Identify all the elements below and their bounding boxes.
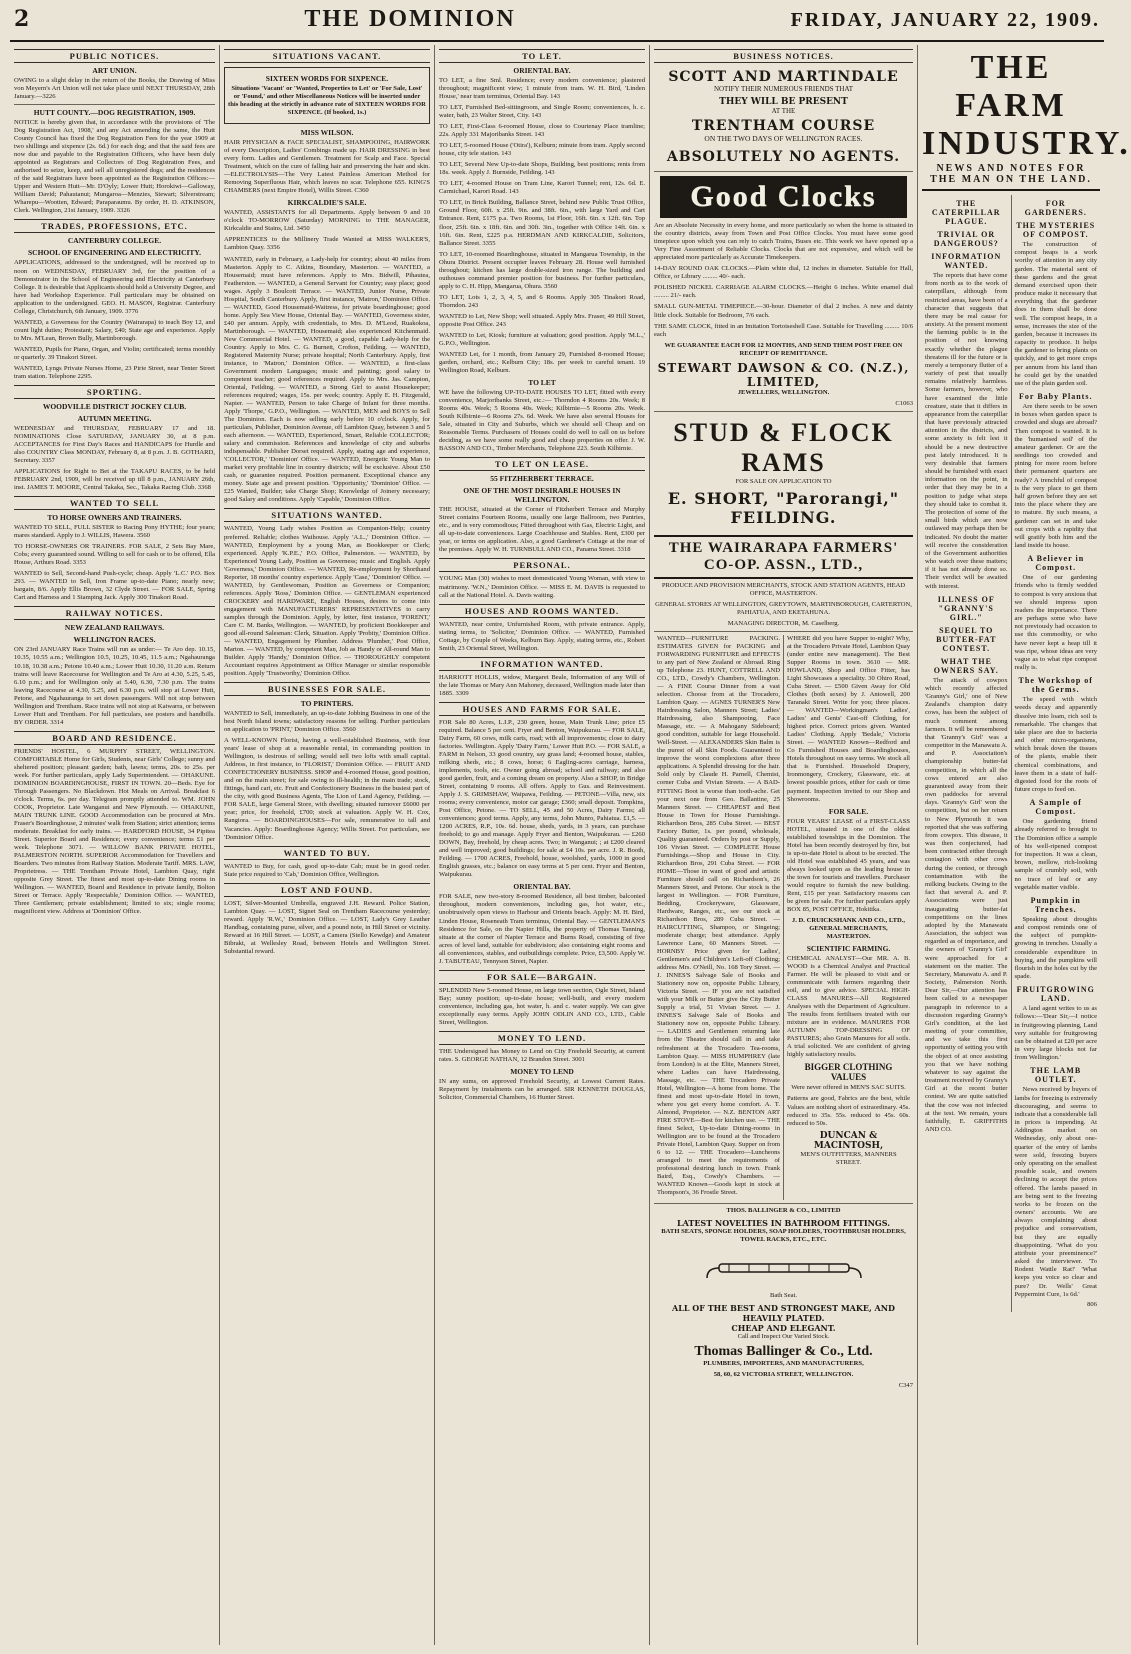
caterpillar-body: The reports that have come from north as to the work of caterpillars, although from restricted areas, have been of a character that suggests that there may be real cause for anxiety. At the present moment the farming public is in the position of not knowing exactly whether the plague threatens ill for the future or is merely a temporary flutter of a variety of pest that usually remains relatively harmless. Some farmers, however, who have examined the little creature, state that it differs in appearance from the caterpillar that have previously attracted attention in the districts, and some anxiety is felt lest it should be a new destructive pest lately introduced. It is very desirable that farmers should be furnished with exact information on the point, in order that they may be in a position to judge what steps they should take to combat it. The protection of some of the small birds which are now outlawed may perhaps then be indicated. No doubt the matter will receive the consideration of the Government authorities who watch over these matters; if it has not already done so. Their verdict will be awaited with interest. — [925, 272, 1008, 590]
ballinger-name: Thomas Ballinger & Co., Ltd. — [694, 1344, 873, 1360]
rates-title: SIXTEEN WORDS FOR SIXPENCE. — [265, 74, 389, 83]
sequel-head: SEQUEL TO BUTTER-FAT CONTEST. — [936, 625, 997, 653]
section-head-money: MONEY TO LEND. — [439, 1031, 645, 1045]
trentham-line: TRENTHAM COURSE — [691, 118, 876, 135]
stewart-dawson: STEWART DAWSON & CO. (N.Z.), LIMITED, — [657, 360, 910, 389]
to-let-ad-8: TO LET, 10-roomed Boardinghouse, situated in Mangarua Township, in the Ohura District. Present occupier leaves February 28. House well furnished throughout; kitchen has large double-sized iron range. The building and outhouses command premier position for business. For further particulars, apply to C. H. Hipp, Mangarua, Ohura. 3560 — [439, 250, 645, 290]
clock-item-4: THE SAME CLOCK, fitted in an Imitation Tortoiseshell Case. Suitable for Travelling ......... 10/6 each — [654, 322, 913, 338]
divider — [654, 1203, 913, 1204]
section-head-to-let: TO LET. — [439, 49, 645, 63]
section-head-farms: HOUSES AND FARMS FOR SALE. — [439, 702, 645, 716]
rooms-wanted-ads: WANTED, near centre, Unfurnished Room, with private entrance. Apply, stating terms, to 'Solicitor,' Dominion Office. — WANTED, Furnished Cottage, by Couple of Weeks, Kelburn Bay. Apply, stating terms, etc., Robert Smith, 23 Oriental Street, Wellington. — [439, 620, 645, 652]
to-let-ad-11: WANTED to Let, Kiosk; furniture at valuation; good position. Apply 'M.L.,' G.P.O., Wellington. — [439, 331, 645, 347]
call-inspect: Call and Inspect Our Varied Stock. — [737, 1333, 830, 1341]
railway-subtitle: WELLINGTON RACES. — [73, 635, 156, 645]
divider — [654, 411, 913, 412]
no-agents-line: ABSOLUTELY NO AGENTS. — [666, 149, 901, 166]
wanted-to-buy-ad: WANTED to Buy, for cash, good up-to-date Cab; must be in good order. State price required to 'Cab,' Dominion Office, Wellington. — [224, 862, 430, 878]
fitzherbert-title: 55 FITZHERBERT TERRACE. — [490, 474, 594, 484]
to-let-ad-9: TO LET, Lots 1, 2, 3, 4, 5, and 6 Rooms. Apply 305 Tinakori Road, Thorndon. 243 — [439, 293, 645, 309]
canterbury-title: CANTERBURY COLLEGE. — [67, 236, 162, 246]
nurses-ad: WANTED, Lyngs Private Nurses Home, 23 Pirie Street, near Tenter Street tram station. Telephone 2295. — [14, 364, 215, 380]
oriental-bay-title-2: ORIENTAL BAY. — [513, 882, 571, 892]
column-2 — [220, 45, 435, 1645]
wairarapa-subtitle: PRODUCE AND PROVISION MERCHANTS, STOCK AND STATION AGENTS, HEAD OFFICE, MASTERTON. — [661, 581, 906, 597]
column-3 — [435, 45, 650, 1645]
canterbury-ad: APPLICATIONS, addressed to the undersigned, will be received up to noon on WEDNESDAY, FEBRUARY 3rd, for the position of a Demonstrator in the School of Engineering and Electricity at Canterbury College. It is desirable that Applicants should hold a University Degree, and have had Workshop Experience. Full particulars may be obtained on application to the undersigned. GEO. H. MASON, Registrar. Canterbury College, Christchurch, 6th January, 1909. 3776 — [14, 259, 215, 315]
walker-ad: APPRENTICES to the Millinery Trade Wanted at MISS WALKER'S, Lambton Quay. 3356 — [224, 236, 430, 252]
wairarapa-heading: THE WAIRARAPA FARMERS' CO-OP. ASSN., LTD., — [654, 535, 913, 579]
horse-owners-title: TO HORSE OWNERS AND TRAINERS. — [47, 513, 182, 523]
art-union-title: ART UNION. — [92, 66, 137, 75]
to-let-ad-2: TO LET, Furnished Bed-sittingroom, and Single Room; conveniences, h. c. water, bath, 23 Walter Street, City. 143 — [439, 104, 645, 120]
issue-date: FRIDAY, JANUARY 22, 1909. — [790, 9, 1100, 31]
wairarapa-stores: GENERAL STORES AT WELLINGTON, GREYTOWN, MARTINBOROUGH, CARTERTON, PAHIATUA, AND EKETAHUNA. — [655, 600, 912, 616]
section-head-personal: PERSONAL. — [439, 558, 645, 572]
wairarapa-manager: MANAGING DIRECTOR, M. Caselberg. — [727, 619, 840, 627]
suits-prices: Patterns are good, Fabrics are the best, while Values are nothing short of extraordinary. 45s. reduced to 35s. 55s. reduced to 45s. 60s. reduced to 50s. — [787, 1095, 910, 1127]
woodville-ad: WEDNESDAY and THURSDAY, FEBRUARY 17 and 18. NOMINATIONS Close SATURDAY, JANUARY 30, at 8 p.m. ACCEPTANCES for First Day's Races and HANDICAPS for Hurdle and also COUNTRY Class MONDAY, February 8, at 8 p.m. J. B. GOTHARD, Secretary. 3357 — [14, 424, 215, 465]
stud-town: FEILDING. — [730, 507, 837, 527]
mens-suits: Were never offered in MEN'S SAC SUITS. — [791, 1084, 906, 1092]
to-let-ad-3: TO LET, First-Class 6-roomed House, close to Courtenay Place tramline; 22s. Apply 331 Majoribanks Street. 143 — [439, 123, 645, 139]
good-clocks-heading: Good Clocks — [660, 176, 907, 218]
printers-ad: WANTED to Sell, immediately, an up-to-date Jobbing Business in one of the best North Island towns; satisfactory reasons for selling. Further particulars on application to 'PRINT,' Dominion Office. 3560 — [224, 710, 430, 734]
ballinger-top: THOS. BALLINGER & CO., LIMITED — [726, 1207, 841, 1215]
section-head-lost-found: LOST AND FOUND. — [224, 883, 430, 897]
believer-head: A Believer in Compost. — [1027, 554, 1085, 573]
oriental-ads: FOR SALE, new two-story 8-roomed Residence, all best timber, balconied throughout, modern conveniences, including gas, hot water, etc., unobtrusively open views to Harbour and Orients beach. Apply: M. H. Bird, Linden House, Roseneath Tram terminus, Oriental Bay. — GENTLEMAN'S Residence for Sale, on the Napier Hills, the property of Thomas Tanning, situate at the corner of Napier Terrace and Burns Road, consisting of five acres of level land, suitable for subdivision; also containing eight rooms and all conveniences, stables, and outbuildings complete. Price, £3,500. Apply W. J. TABUTEAU, Tennyson Street, Napier. — [439, 893, 645, 965]
columns — [10, 45, 1131, 1645]
woodville-title: WOODVILLE DISTRICT JOCKEY CLUB. — [42, 401, 187, 411]
for-sale-ad: FOUR YEARS' LEASE of a FIRST-CLASS HOTEL, situated in one of the oldest established townships in the Dominion. The Hotel has been recently destroyed by fire, but is up-to-date Hotel is about to be erected. The old Hotel was established 45 years, and was always looked upon as the leading house in the town for tourists and travellers. Purchaser would require to furnish the new building. Rent, £15 per year. Satisfactory reasons can be given for sale. For further particulars apply BOX 85, POST OFFICE, Hokitika. — [787, 817, 910, 913]
gardeners-head: FOR GARDENERS. — [1024, 199, 1087, 217]
small-ads-subcolumns — [654, 635, 913, 1200]
bigger-values: BIGGER CLOTHING VALUES — [804, 1062, 893, 1083]
ballinger-ref: C347 — [898, 1382, 913, 1390]
money-title-2: MONEY TO LEND — [510, 1066, 574, 1076]
clock-item-3: SMALL GUN-METAL TIMEPIECE.—30-hour. Diameter of dial 2 inches. A new and dainty little clock. Suitable for Bedroom, 7/6 each. — [654, 303, 913, 319]
baby-plants-head: For Baby Plants. — [1019, 392, 1093, 402]
divider — [654, 171, 913, 172]
art-union-ad: OWING to a slight delay in the return of the Books, the Drawing of Miss von Meyern's Art Union will not take place until NEXT THURSDAY, 28th January.—3226 — [14, 77, 215, 101]
small-ads-right — [784, 635, 913, 1200]
small-ads-right-text: WHERE did you have Supper to-night? Why, at the Trocadero Private Hotel, Lambton Quay (under entire new management). The Best Supper Rooms in town. 3610 — MR. HOWLAND, Shop and Office Fitter, has Light Showcases a speciality. 30 Ohiro Road, Cuba Street. — £500 Given Away for Old Clothes (both sexes) by J. Antowell, 200 Taranaki Street. Write for you; three places. — WANTED—Workingman's Ladies', Ladies' and Gents' Cast-off Clothing, for highest price. Correct prices given. Wanted Ladies' Clothing. Apply 'Bedale,' Victoria Street. — WANTED Known—Redford and Co Furnished Houses and Boardinghouses, Hotels throughout on easy terms. We stock all that is Furnished. Household Drapery, Ironmongery, Crockery, Glassware, etc. at lowest possible prices, either for cash or time payment. Inspection invited to our Shop and Showrooms. — [787, 634, 910, 803]
board-ads: FRIENDS' HOSTEL, 6 MURPHY STREET, WELLINGTON. COMFORTABLE Home for Girls, Students, near Girls' College; sunny and sheltered position; pleasant garden; bath, lawns; terms, 20s. to 25s. per week. For further particulars, apply Lady Superintendent. — OHAKUNE. DOMINION BOARDINGHOUSE, FIRST IN TOWN. 20—Beds. Eye for Through Passengers. No Blackdown. Hot Meals on Arrival. Breakfast 6 o'clock. Terms, 6s. per day. Telegram promptly attended to. WM. JOHN COOK, Proprietor. Late Wanganui and New Plymouth. — OHAKUNE, MAIN TRUNK LINE. GOOD Accommodation can be procured at Mrs. Fraser's Boardinghouse, 2 minutes' walk from Station; strict attention; terms moderate. Breakfast for early trains. — HARDFORD HOUSE, 34 Pipitea Street. Superior Board and Residence; every convenience; terms £1 per week. Telephone 3071. — WILLOW BANK PRIVATE HOTEL, PALMERSTON NORTH. SUPERIOR Accommodation for Travellers and Boarders. Two minutes from Railway Station. Moderate Tariff. MRS. LAW, Proprietress. — THE Trentham Private Hotel, Lambton Quay, right opposite Grey Street. The finest and most up-to-date Dining rooms in Wellington. — WANTED, Board and Residence in private family, Bolton Street or Terrace. Apply 'Respectable,' Dominion Office. — WANTED, Three Gentlemen; private establishment; limited to six; single rooms; magnificent view. Address at 'Dominion' Office. — [14, 747, 215, 916]
masthead — [10, 6, 1104, 42]
column-5 — [918, 45, 1131, 1645]
section-head-wanted-to-buy: WANTED TO BUY. — [224, 846, 430, 860]
miss-wilson-title: MISS WILSON. — [300, 128, 354, 138]
bath-list: BATH SEATS, SPONGE HOLDERS, SOAP HOLDERS, TOOTHBRUSH HOLDERS, TOWEL RACKS, ETC., ETC. — [661, 1228, 906, 1244]
pumpkin-body: Speaking about droughts and compost reminds one of the subject of pumpkin-growing in trenches. Usually a considerable expenditure in buying, and the pumpkins will flourish in the holes cut by the spade. — [1014, 915, 1097, 981]
lamb-outlet-head: THE LAMB OUTLET. — [1030, 1066, 1082, 1085]
to-let-ad-6: TO LET, 4-roomed House on Tram Line, Karori Tunnel; rent, 12s. 6d. E. Carmichael, Karori Road. 143 — [439, 180, 645, 196]
clocks-intro: Are an Absolute Necessity in every home, and more particularly so when the home is situated in the country districts, away from Town and Post Office Clocks. You must have some good timepiece upon which you can rely to catch Trains, Buses etc. This week we have opened up a Very Fine Assortment of Reliable Clocks. Clocks that are not expensive, and which will be appreciated more particularly as Accurate Timekeepers. — [654, 222, 913, 262]
scientific-title: SCIENTIFIC FARMING. — [806, 944, 891, 954]
fruitgrowing-head: FRUITGROWING LAND. — [1016, 985, 1095, 1004]
horse-owners-ad: WANTED TO SELL, FULL SISTER to Racing Pony HYTHE; four years; mares standard. Apply to J. WILLIS, Hawera. 3560 — [14, 524, 215, 540]
stud-rams-heading: STUD & FLOCK RAMS — [673, 417, 894, 477]
workshop-body: The speed with which weeds decay and apparently dissolve into loam, rich soil is remarkable. The changes that take place are due to bacteria and other micro-organisms, which break down the tissues of the plants, enable their chemical combinations, and leave them in a state of half-digested food for the roots of future crops to feed on. — [1014, 696, 1097, 794]
column-1 — [10, 45, 220, 1645]
column-4 — [650, 45, 918, 1645]
all-best: ALL OF THE BEST AND STRONGEST MAKE, AND HEAVILY PLATED. — [672, 1303, 895, 1324]
newspaper-title: THE DOMINION — [304, 6, 516, 32]
bargain-ad: SPLENDID New 5-roomed House, on large town section, Ogle Street, Island Bay; sunny position; up-to-date house; well-built, and every modern convenience, including gas, hot water, h. and c. water supply. We can give exceptionally easy terms. Apply JOHN ODLIN AND CO., LTD., Cable Street, Wellington. — [439, 986, 645, 1026]
clock-item-1: 14-DAY ROUND OAK CLOCKS.—Plain white dial, 12 inches in diameter. Suitable for Hall, Office, or Library ......... 40/- each. — [654, 265, 913, 281]
baby-plants-body: Are there seeds to be sown in boxes when garden space is crowded and slugs are abroad? Then compost is wanted. It is the 'humanised soil' of the amateur gardener. Or are the seedlings too crowded and pining for more room before their permanent quarters are ready? A trenchful of compost is the very place to get them half grown before they are set into the place where they are to mature. By such means, a gardener can set in and take out crops with a rapidity that will gratify both him and the land inside its house. — [1014, 403, 1097, 550]
compost-body: The construction of compost heaps is a work worthy of attention in any city garden. The material sent of these gardens and the great demand exercised upon their produce make it necessary that everything that the gardener does in them shall be done well. The compost heaps, in a sense, increases the size of the garden, because it increases its capacity to produce. It helps the gardener to bring plants on quickly, and to get more crops per annum from his land than he could get by the unaided use of the plain garden soil. — [1014, 241, 1097, 387]
pupils-ad: WANTED, Pupils for Piano, Organ, and Violin; certificated; terms monthly or quarterly. 39 Tinakori Street. — [14, 345, 215, 361]
caterpillar-head: THE CATERPILLAR PLAGUE. — [931, 199, 1001, 226]
to-let-ad-10: WANTED to Let, New Shop; well situated. Apply Mrs. Fraser, 49 Hill Street, opposite Post Office. 243 — [439, 312, 645, 328]
information-wanted-head: INFORMATION WANTED. — [931, 252, 1002, 270]
money-ad-1: THE Undersigned has Money to Lend on City Freehold Security, at current rates. S. GEORGE NATHAN, 12 Brandon Street. 3001 — [439, 1047, 645, 1063]
clock-item-2: POLISHED NICKEL CARRIAGE ALARM CLOCKS.—Height 6 inches. White enamel dial ......... 21/- each. — [654, 284, 913, 300]
workshop-head: The Workshop of the Germs. — [1018, 676, 1093, 695]
lamb-outlet-body: News received by buyers of lambs for freezing is extremely discouraging, and seems to indicate that a considerable fall in prices is impending. At Addington market on Wednesday, only about one-quarter of the entry of lambs were sold, freezing buyers only operating on the smallest possible scale, and owners declining to accept the prices offered. The lambs passed in are being sent to the freezing works to be frozen on the owners' accounts. We are always complaining about prejudice and conservatism, but they are equally disappointing. 'What do you attribute your preeminence?' asked the interviewer. 'To Rodent Wattle Rat!' 'What keeps you voice so clear and pure? Dr. Wells' Great Peppermint Cure, 1s 6d.' — [1014, 1086, 1097, 1298]
miss-wilson-ad: HAIR PHYSICIAN & FACE SPECIALIST, SHAMPOOING, HAIRWORK of every Description, Ladies' Combings made up. HAIR DRESSING in best every form. Ladies and Gentlemen. Treatment for Scalp and Face. Special Treatment, which on the cure of falling hair and preserving the hair and skin.—ELECTROLYSIS—The Very Latest Painless American Method for Removing Superfluous Hair, which leaves no scar. Telephone 655. KING'S CHAMBERS (next Empire Hotel), Willis Street. C360 — [224, 139, 430, 195]
hutt-county-title: HUTT COUNTY.—DOG REGISTRATION, 1909. — [33, 108, 196, 118]
bath-seat-caption: Bath Seat. — [769, 1292, 798, 1300]
section-head-wanted-to-sell: WANTED TO SELL — [14, 496, 215, 510]
farms-ads: FOR Sale 80 Acres, L.I.P., 230 green, house, Main Trunk Line; price £5 required. Balance 5 per cent. Fryer and Benton, Waipukurau. — FOR SALE, Dairy Farm, 60 cows, milk carts, road; with all improvements; close to dairy factories. Wellington. Apply 'Dairy Farm,' Lower Hutt P.O. — FOR SALE, a FARM in Nelson, 33 good country, say grass land; 4-roomed house, stables, milking sheds, etc.; 8 cows, horse; 6 Eagling-acres carriage, harness, implements, tools, etc. Owner going abroad; school and railway; and also good garden, fruit, and a coming dream on property. Also a SHOP, in Bridge Street, containing 9 rooms. All offers. Apply to Gus. and Reinvestment. Apply J. S. GRIMSHAW, Waipawa, Feilding. — PETONE—Villa, new, six rooms; every convenience, motor car garage; £360; small deposit. Tompkins, Post Office, Petone. — TO SELL, 45 and 50 Acres, Dairy Farms; all conveniences; good terms. Apply, any terms, John Munro, Pahiatua. £1,5. — 1200 ACRES, R.P., 10s. 6d. house, sheds, yards, in 3 years, can purchase freehold; to go and manage. Apply Fryer and Benton, Waipukurau. — £260 DOWN, Bay, freehold, by cheap acres. Two; in Wanganui; ; at £200 cleared and well improved; good buildings; for sale at £4 10s. per acre. J. R. Booth, Feilding. — 1700 ACRES, Freehold, house, woolshed, yards, 1000 in good English grasses, etc.; balance on easy terms at 5 per cent. Fryer and Benton, Waipukurau. — [439, 718, 645, 879]
sale-ads: WANTED to Sell, Second-hand Push-cycle; cheap. Apply 'L.C.' P.O. Box 293. — WANTED to Sell, Iron Frame up-to-date Piano; nearly new; bargain, 8/6. Apply Ellis Brown, 32 Clyde Street. — FOR SALE, Spring Cart and Harness and 1 Stamping Jack. Apply 300 Tinakori Road. — [14, 570, 215, 602]
grannys-head: ILLNESS OF "GRANNY'S GIRL." — [937, 594, 995, 622]
plumbers-line: PLUMBERS, IMPORTERS, AND MANUFACTURERS, — [703, 1360, 864, 1368]
ballinger-address: 58, 60, 62 VICTORIA STREET, WELLINGTON. — [713, 1371, 854, 1379]
farm-industry-title: THE FARM INDUSTRY. — [922, 49, 1131, 162]
situations-wanted-list: WANTED, Young Lady wishes Position as Companion-Help; country preferred. Reliable; clothes Waihouse. Apply 'A.L.,' Dominion Office. — WANTED, Employment by a young Man, as Bookkeeper or Clerk; experienced. Apply 'K.P.E.,' P.O. Office, Palmerston. — WANTED, by Experienced Young Lady, Position as Governess; music and English. Apply 'Governess,' Dominion Office. — WANTED, Re-employment by Shorthand Reporter, 18 months' country experience. Apply 'Case,' 'Dominion' Office. — WANTED, by Gentlewoman, Position as Governess or Companion; references. Apply 'Ross,' Dominion Office. — GENTLEMAN experienced CROCKERY and HARDWARE, English Houses, desires to come into engagement with MANUFACTURERS' REPRESENTATIVES to carry samples through the Dominion. Apply, by letter, first instance, 'FORENT,' Care C. M. Banks, Wellington. — WANTED, by proficient Bookkeeper and good all-round Salesman: Clerk, Situation. Apply 'Probity,' Dominion Office. — WANTED, Engagement by Plumber. Address 'Plumber,' Post Office, Marton. — WANTED, by competent Man, Job as Handy or All-round Man to Builder. Apply 'Handy,' Dominion Office. — THOROUGHLY competent Accountant requires Appointment as Office Manager or similar responsible position. Apply 'Trustworthy,' Dominion Office. — [224, 525, 430, 678]
money-ad-2: IN any sums, on approved Freehold Security, at Lowest Current Rates. Repayment by instalments can be arranged. SIR KENNETH DOUGLAS, Solicitor, Commercial Chambers, 16 Hunter Street. — [439, 1077, 645, 1101]
pumpkin-head: Pumpkin in Trenches. — [1030, 895, 1081, 914]
farm-industry-subtitle: NEWS AND NOTES FOR THE MAN ON THE LAND. — [922, 163, 1100, 191]
farm-subcolumns — [922, 195, 1100, 1312]
fruitgrowing-body: A land agent writes to us as follows:—'Dear Sir,—I notice in fruitgrowing planning, Land very suitable for fruitgrowing can be obtained at £20 per acre in very large blocks not far from Wellington.' — [1014, 1005, 1097, 1062]
rates-note: Situations 'Vacant' or 'Wanted, Properties to Let' or 'For Sale, Lost' or 'Found,' and other Miscellaneous Notices will be inserted under this heading at the strictly in advance rate of SIXTEEN WORDS FOR SIXPENCE. (If booked, 1s.) — [228, 85, 426, 117]
scott-martindale: SCOTT AND MARTINDALE — [668, 69, 899, 85]
to-let-ad-12: WANTED Let, for 1 month, from January 29, Furnished 8-roomed House; garden, orchard, etc.; Kelburn City; 18s. per week to careful tenant. 19 Wellington Road, Kelburn. — [439, 350, 645, 374]
rates-box — [224, 67, 430, 124]
clocks-guarantee: WE GUARANTEE EACH FOR 12 MONTHS, AND SEND THEM POST FREE ON RECEIPT OF REMITTANCE. — [664, 341, 903, 357]
section-head-businesses: BUSINESSES FOR SALE. — [224, 682, 430, 696]
duncan-macintosh: DUNCAN & MACINTOSH, — [813, 1130, 884, 1151]
trivial-head: TRIVIAL OR DANGEROUS? — [933, 230, 999, 248]
to-let-list: WE have the following UP-TO-DATE HOUSES TO LET, fitted with every convenience, Marjoribanks Street, etc.:— Thorndon 4 Rooms 20s. Week; 8 Rooms 40s. Week; 5 Rooms 40s. Week; Kilbirnie—5 Rooms 20s. Week. South Kilbirnie—6 Rooms 27s. 6d. Week. We have also several Houses for Sale, situated in City and Suburbs, which we should sell Cheap and on Reasonable Terms. Purchasers of Houses could do well to call on us before deciding, as we have some really good and cheap properties on offer. J. W. BASSON AND CO., Timber Merchants, Telephone 223. South Kilbirnie. — [439, 389, 645, 453]
page-number: 2 — [14, 6, 30, 32]
hutt-county-ad: NOTICE is hereby given that, in accordance with the provisions of 'The Dog Registration Act, 1908,' and any Act amending the same, the Hutt County Council has fixed the Dog Registration Fees for the year 1909 at two shillings and sixpence (2s. 6d.) for each dog; and that the said fees are now due and payable to the Registration Officers, who have been duly appointed as Registrars and Collectors of Dog Registration Fees, and authorised to seize, keep, and sell all unregistered dogs; and the residences of the said Registrars have been appointed as the Registration Offices:— Upper and Western Hutt—Mr. D'Oyly; Lower Hutt; Horokiwi—Galloway, William David; Pahautanui; Mungaroa—Menzies, Stewart; Silverstream; Wharepu—Wootten, Edward; Paraparaumu. By order, H. D. ATKINSON, Clerk. Wellington, 21st January, 1909. 3326 — [14, 119, 215, 215]
chemical-ad: CHEMICAL ANALYST—Our MR. A. B. WOOD is a Chemical Analyst and Practical Farmer. He will be pleased to visit and or communicate with farmers regarding their soil, and to give advice. SPECIAL HIGH-CLASS MANURES—All Registered Analyses with the Department of Agriculture. The results from fertilisers treated with our mixture are in evidence. MANURES FOR AUTUMN TOP-DRESSING OF PASTURES; also Grain Manures for all soils. A trial solicited. We are confident of giving highly satisfactory results. — [787, 955, 910, 1059]
to-let-list-title: TO LET — [528, 378, 556, 388]
section-head-trades: TRADES, PROFESSIONS, ETC. — [14, 219, 215, 233]
horse-owners-ad-2: TO HORSE-OWNERS OR TRAINERS. FOR SALE, 2 Sets Bay Mare, Cobs; every guaranteed sound. Willing to sell for cash or to be offered, Ella House, Arthurs Road. 3353 — [14, 543, 215, 567]
clocks-ref: C1063 — [895, 399, 913, 407]
mysteries-head: THE MYSTERIES OF COMPOST. — [1016, 221, 1096, 239]
takapu-ad: APPLICATIONS for Right to Bet at the TAKAPU RACES, to be held FEBRUARY 2nd, 1909, will be received up till 8 p.m., JANUARY 26th, inst. JAMES T. MOORE, Central Takaka, Sec., Takaka Racing Club. 3368 — [14, 468, 215, 492]
duncan-sub: MEN'S OUTFITTERS, MANNERS STREET. — [800, 1150, 897, 1166]
section-head-situations-wanted: SITUATIONS WANTED. — [224, 508, 430, 522]
section-head-sporting: SPORTING. — [14, 385, 215, 399]
latest-novelties: LATEST NOVELTIES IN BATHROOM FITTINGS. — [676, 1218, 891, 1229]
to-let-ad-5: TO LET, Several New Up-to-date Shops, Building, best positions; rents from 18s. week. Apply J. Burnside, Feilding. 143 — [439, 161, 645, 177]
stud-contact: E. SHORT, "Parorangi," — [667, 488, 900, 508]
lease-ad: THE HOUSE, situated at the Corner of Fitzherbert Terrace and Murphy Street contains Fourteen Rooms, usually one large Ballroom, two Pantries, etc., and is very commodious; Fitted throughout with Gas, Electric Light, and all up-to-date conveniences. Large Coachhouse and Stables. Rent, £300 per year, or terms on application. Also, a good Gardener's Cottage at the rear of the premises. Apply W. H. TURNBULL AND CO., Panama Street. 3318 — [439, 506, 645, 554]
woodville-subtitle: AUTUMN MEETING. — [77, 413, 152, 423]
information-ad: HARRIOTT HOLLIS, widow, Margaret Beale, Information of any Will of the late Thomas or Mary Ann Mahoney, deceased, Wellington made later than 1885. 3309 — [439, 673, 645, 697]
at-the-line: AT THE — [771, 106, 796, 115]
section-head-railway: RAILWAY NOTICES. — [14, 606, 215, 620]
for-sale-title: FOR SALE. — [828, 806, 869, 816]
personal-ads: YOUNG Man (30) wishes to meet domesticated Young Woman, with view to matrimony. 'W.N.,' Dominion Office. — MISS E. M. DAVIS is requested to call at the National Hotel. A. Davis waiting. — [439, 575, 645, 599]
small-ads-left-text: WANTED—FURNITURE PACKING. ESTIMATES GIVEN for PACKING and FORWARDING FURNITURE and EFFECTS to any part of New Zealand or Abroad. Ring up Telephone 23. HUNT, COTTRELL AND CO., LTD., Cowdy's Chambers, Wellington. — A FINE Course Dinner from a vast selection. Choose from at the Trocadero, Lambton Quay. — AGNES TURNER'S New Hairdressing Salon, Manners Street; Ladies' Hairdressing, also Shampooing, Face Massage, etc. — A Mahogany Sideboard; good condition, suitable for large Household. Well-Street. — ALEXANDERS Skin Balm is the purest of all Skin Foods. Guaranteed to improve the worst complexions after three applications. A Splendid dressing for the hair. Sold only by Claude H. Parnell, Chemist, corner Cuba and Vivian Streets. — A BAD-FITTING Boot is worse than tooth-ache. Get your next one from Geo. Ballantine, 25 Manners Street. — CHEAPEST and Best House in Town for House Furnishings. Richardson Bros, 285 Cuba Street. — BEST Factory Butter, 1s. per pound, wholesale, Quality guaranteed. Orders by post or Supply, 106 Vivian Street. — COMPLETE House Furnishings.—Shop and House in City. Richardson Bros, 291 Cuba Street. — FOR HOME—Those in want of good and artistic Furniture should call on Richardson's, 26 Manners Street, and Petone. Our stock is the largest in Wellington. — FOR Furniture, Bedding, Crockeryware, Glassware, Hardware, Ranges, etc., see our stock at Richardson Bros, 289 Cuba Street. — HAIRCUTTING, Shampoo, or Singeing; moderate charge; best attendance. Apply Lawrence Lane, 60 Manners Street. — HORNBY Price given for Ladies', Gentlemen's and Children's Left-off Clothing; address Mrs. O'Neill, No. 168 Tory Street. — J. INNES'S Salvage Sale of Books and Stationery now on, opposite Public Library, Victoria Street. — IF you are not satisfied with your Milk or Butter give the City Butter Supply a trial, 51 Vivian Street. — J. INNES'S Salvage Sale of Books and Stationery now on, opposite Public Library. — LADIES and Gentlemen returning late from the Theatre should call in and take refreshment at the Trocadero Tea-rooms, Lambton Quay. — MISS HUMPHREY (late from London) is at the Elite, Manners Street, where Ladies can have Hairdressing, Massage, etc. — THE Trocadero Private Hotel, Wellington—A home from home. The finest and most up-to-date Hotel in town, where you get every home comfort. A. T. Almond, Proprietor. — N.Z. BENTON ART FIRE STOVE—Best for kitchen use. — THE finest Select, Up-to-date Dining-rooms in Wellington are to be found at the Trocadero Private Hotel, Lambton Quay. Supper on from 6 to 12. — THE Trocadero—Luncheons arranged to meet the requirements of professional desiring lunch in town. Frank Baird, Esq., Cowdy's Chambers. — WANTED Known—Goods kept in stock at Thompson's, 36 Frostle Street. — [657, 634, 780, 1197]
cruickshank: J. D. CRUICKSHANK AND CO., LTD., GENERAL MERCHANTS, MASTERTON. — [791, 916, 906, 941]
situations-list: WANTED, early in February, a Lady-help for country; about 40 miles from Masterton. Apply to C. Atkins, Boundary, Masterton. — WANTED, a Housemaid; must have references. Apply to Mrs. Bidwill, Pihautea, Featherston. — WANTED, a General Servant for Country; easy place; good wages. Apply 3 Boulcott Terrace. — WANTED, Junior Nurse, Private Hospital, South Canterbury. Apply, first instance, 'Matron,' Dominion Office. — WANTED, Good Housemaid-Waitress, for private boardinghouse; good home. Apply Sea View House, Oriental Bay. — WANTED, Governess sister, £40 per annum. Apply, with credentials, to Mrs. D. M'Leod, Ruakokoa, Martinborough. — WANTED, Housemaid; also experienced Kitchenmaid. New Commercial Hotel. — WANTED, a good, capable Lady-help for the Country. Apply to Mrs. C. G. Burnett, Crofton, Feilding. — WANTED, Registered Maternity Nurse; private hospital; North Canterbury. Apply, first instance, to 'Matron,' Dominion Office. — WANTED, a first-class Government modern Languages; music and painting; good salary to competent teacher; good references required. Apply to Mrs. Jas. Campion, Oriental, Feilding. — WANTED, a Strong Girl to assist Housekeeper; references required; wages, 15s. per week; country. Apply E. H. Fitzgerald, Napier. — WANTED, Person to take Charge of Infant for three months. Apply 'Thorpe,' G.P.O., Wellington. — WANTED, MEN and BOYS to Sell The Dominion. Each is now selling early before 10 o'clock. Apply, for particulars, Publisher, Dominion Avenue, off Lambton Quay, between 3 and 5 each afternoon. — WANTED, Experienced, Smart, Reliable COLLECTOR; salary and commission. References and knowledge of city and suburbs indispensable. Publisher Dorset required. Apply, stating age and experience, 'COLLECTOR,' 'Dominion' Office. — WANTED, Energetic Young Man to market very profitable line in country districts; will be exclusive. About £50 cash, or guarantee required. Position permanent. Exceptional chance any money. State age and present position. 'Opportunity,' 'Dominion' Office. — £25 Wanted, Builder; take Charge Shop; Knowledge of Joinery necessary; good Salary and conditions. Apply 'Capable,' Dominion Office. — [224, 255, 430, 504]
notify-line: NOTIFY THEIR NUMEROUS FRIENDS THAT — [713, 85, 854, 93]
jewellers-line: JEWELLERS, WELLINGTON. — [737, 388, 830, 396]
section-head-public-notices: PUBLIC NOTICES. — [14, 49, 215, 63]
to-let-ad-7: TO LET, in Brick Building, Ballance Street, behind new Public Trust Office, Ground Floor, 60ft. x 25ft. 9in. and 38ft. 6in., with large Yard and Cart Entrance. Rent, £175 p.a. Two Rooms, 1st Floor, 16ft. 6in. x 12ft. 6in. Top floor, 25ft. 6in. x 18ft. 6in. and 30ft. 3in., together with Office 14ft. 6in. x 16ft. 6in. Rent, £225 p.a. HERDMAN AND KIRKCALDIE, Solicitors, Ballance Street. 3355 — [439, 199, 645, 247]
canterbury-subtitle: SCHOOL OF ENGINEERING AND ELECTRICITY. — [27, 248, 202, 258]
two-days-line: ON THE TWO DAYS OF WELLINGTON RACES. — [704, 134, 863, 144]
farm-right — [1012, 195, 1101, 1312]
lost-found-ads: LOST, Silver-Mounted Umbrella, engraved J.H. Reward. Police Station, Lambton Quay. — LOST, Signet Seal on Trentham Racecourse yesterday; reward. Apply 'R.W.,' Dominion Office. — LOST, Lady's Grey Leather Handbag, containing purse, silver, and a pound note, in Hill Street or vicinity. Reward at 16 Hill Street. — LOST, a Camera (Stello Kewdge) and Amateur Bibrakt, at Wellesley Road, between Hotels and Wellington Street. Substantial reward. — [224, 899, 430, 955]
to-let-ad-4: TO LET, 5-roomed House ('Otira'), Kelburn; minute from tram. Apply second house, city tele station. 143 — [439, 142, 645, 158]
sample-body: One gardening friend already referred to brought to The Dominion office a sample of his well-ripened compost for inspection. It was a clean, brown, mellow, rich-looking sample of crumbly soil, with no trace of leaf or any vegetable matter visible. — [1014, 818, 1097, 891]
divider — [14, 104, 215, 105]
printers-title: TO PRINTERS. — [300, 699, 354, 709]
to-let-ad-1: TO LET, a fine Sml. Residence; every modern convenience; plastered throughout; magnificent view; 1 minute from tram. W. H. Bird, 'Linden House,' near tram terminus, Oriental Bay. 143 — [439, 77, 645, 101]
section-head-information: INFORMATION WANTED. — [439, 657, 645, 671]
section-head-lease: TO LET ON LEASE. — [439, 457, 645, 471]
col5-ref: 806 — [1087, 1300, 1097, 1308]
owners-say-head: WHAT THE OWNERS SAY. — [933, 656, 999, 675]
cheap-elegant: CHEAP AND ELEGANT. — [731, 1323, 836, 1334]
divider — [654, 631, 913, 632]
railway-title: NEW ZEALAND RAILWAYS. — [64, 623, 165, 633]
farm-left — [922, 195, 1012, 1312]
bath-seat-illustration — [699, 1248, 869, 1288]
stud-subtitle: FOR SALE ON APPLICATION TO — [735, 477, 832, 485]
railway-ad: ON 23rd JANUARY Race Trains will run as under:— Te Aro dep. 10.15, 10.35, 10.55 a.m.; Wellington 10.5, 10.25, 10.45, 11.5 a.m.; Ngahauranga 10.18, 10.38 a.m.; Petone 10.40 a.m.; Lower Hutt 10.30, 11.20 a.m. Return trains will leave Racecourse for Wellington and Te Aro at 4.30, 5.25, 5.45, 6.10 p.m.; and for Wellington only at 5.40, 6.30, 7.30 p.m. The trains leaving Racecourse at 4.30, 5.25, and 6.30 p.m. will stop at Lower Hutt, Petone, and Ngahauranga to set down passengers. Will not stop between Wellington and Trentham. Race trains will not stop at Kaiwarra, or between Lower Hutt and Trentham. For full particulars, see posters and handbills. BY ORDER. 3314 — [14, 646, 215, 726]
sample-head: A Sample of Compost. — [1029, 798, 1082, 817]
kirkcaldie-ad: WANTED, ASSISTANTS for all Departments. Apply between 9 and 10 o'clock TO-MORROW (Saturday) MORNING to THE MANAGER, Kirkcaldie and Stains, Ltd. 3450 — [224, 209, 430, 233]
section-head-bargain: FOR SALE—BARGAIN. — [439, 970, 645, 984]
believer-body: One of our gardening friends who is firmly wedded to compost is very anxious that we should impress upon readers the importance. There are perhaps some who have not previously had occasion to use this commodity, or who have never kept a heap till it was ripe, whose ideas are very vague as to what ripe compost really is. — [1014, 574, 1097, 672]
governess-ad: WANTED, a Governess for the Country (Wairarapa) to teach Boy 12, and count light duties; Protestant; Salary, £40; State age and experience. Apply to Mrs. M'Lean, Brown Bully, Martinborough. — [14, 318, 215, 342]
oriental-bay-title: ORIENTAL BAY. — [513, 66, 571, 75]
present-line: THEY WILL BE PRESENT — [719, 96, 848, 107]
section-head-situations-vacant: SITUATIONS VACANT. — [224, 49, 430, 63]
kirkcaldie-title: KIRKCALDIE'S SALE. — [287, 198, 367, 208]
grannys-body: The attack of cowpox which recently affected 'Granny's Girl,' one of New Zealand's champion dairy cows, has been the subject of much comment among farmers. It will be remembered that 'Granny's Girl' was a competitor in the Manawatu A. and P. Association's championship butter-fat competition, in which all the cows entered are also guaranteed away from their own paddocks for several days. 'Granny's Girl' won the competition, but on her return to New Plymouth it was reported that she was suffering from cowpox. This disease, it was then conjectured, had been contracted either through contagion with other cows during the contest, or through contamination with the milking buckets. Owing to the fact that several A. and P. Associations were just inaugurating butter-fat competitions on the lines adopted by the Manawatu Association, the subject was regarded as of importance, and the owners of 'Granny's Girl' were approached for a statement on the matter. The Secretary, Manawatu A. and P. Society, Palmerston North. Dear Sir,—Our attention has been called to a newspaper paragraph in reference to a discussion regarding Granny's Girl's condition, at the last meeting of your committee, and we take this first opportunity of setting you with the object of at once assisting you that we have nothing whatever to say against the treatment received by Granny's Girl at the recent butter contest. We are quite satisfied that the cow was not infected at the test. We remain, yours faithfully, E. GRIFFITHS AND CO. — [925, 676, 1008, 1134]
desirable-title: ONE OF THE MOST DESIRABLE HOUSES IN WELLINGTON. — [463, 486, 621, 505]
business-sale-ads: A WELL-KNOWN Florist, having a well-established Business, with four years' lease of shop at a reasonable rental, in commanding position in Wellington, is desirous of selling; would sell two lofts with small capital. Address, in first instance, to 'FLORIST,' Dominion Office. — FRUIT AND CONFECTIONERY BUSINESS. SHOP and 4-roomed House, good position, and on the main street; for sale owing to ill-health; in the main trade; stock, fittings, hand cart, etc. Fruit and Confectionery Business in the busiest part of the city, with good Business Agents, The Lion of Land Agency, Feilding. — FOR SALE, large General Store, with dwelling; situated turnover £6000 per year; price, for freehold, £700; stock at valuation. Apply W. H. Cox, Rangiora. — BOARDINGHOUSES—For sale, remunerative to tall and Vacancies. Apply: Boardinghouse Agency; Willis Street. For particulars, see 'Dominion' Office. — [224, 737, 430, 841]
section-head-business: BUSINESS NOTICES. — [654, 49, 913, 63]
section-head-board: BOARD AND RESIDENCE. — [14, 731, 215, 745]
section-head-rooms-wanted: HOUSES AND ROOMS WANTED. — [439, 604, 645, 618]
small-ads-left — [654, 635, 784, 1200]
